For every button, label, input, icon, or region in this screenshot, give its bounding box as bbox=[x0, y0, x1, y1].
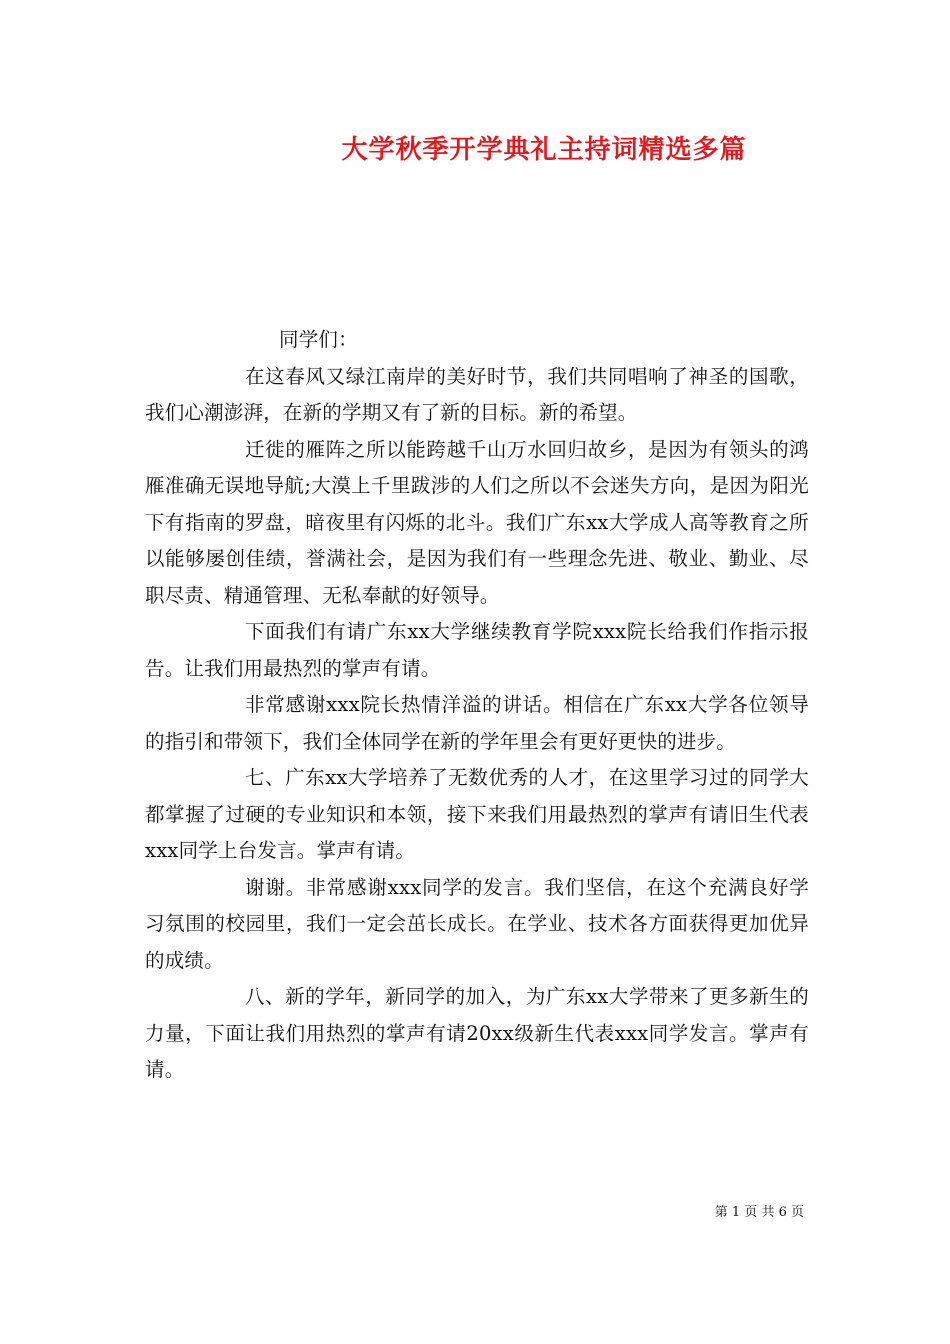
paragraph: 在这春风又绿江南岸的美好时节，我们共同唱响了神圣的国歌，我们心潮澎湃，在新的学期又有了新的目标。新的希望。 bbox=[145, 364, 809, 424]
paragraph: 八、新的学年，新同学的加入，为广东xx大学带来了更多新生的力量，下面让我们用热烈的掌声有请20xx级新生代表xxx同学发言。掌声有请。 bbox=[145, 985, 809, 1081]
document-body bbox=[145, 322, 809, 1089]
document-title: 大学秋季开学典礼主持词精选多篇 bbox=[341, 135, 747, 165]
paragraph: 下面我们有请广东xx大学继续教育学院xxx院长给我们作指示报告。让我们用最热烈的掌声有请。 bbox=[145, 620, 809, 680]
paragraph: 谢谢。非常感谢xxx同学的发言。我们坚信，在这个充满良好学习氛围的校园里，我们一定会茁长成长。在学业、技术各方面获得更加优异的成绩。 bbox=[145, 875, 809, 972]
salutation: 同学们： bbox=[279, 328, 358, 351]
page-number: 第 1 页 共 6 页 bbox=[714, 1205, 804, 1220]
paragraph: 迁徙的雁阵之所以能跨越千山万水回归故乡，是因为有领头的鸿雁准确无误地导航;大漠上千里跋涉的人们之所以不会迷失方向，是因为阳光下有指南的罗盘，暗夜里有闪烁的北斗。我们广东xx大学成人高等教育之所以能够屡创佳绩，誉满社会，是因为我们有一些理念先进、敬业、勤业、尽职尽责、精通管理、无私奉献的好领导。 bbox=[145, 437, 809, 607]
paragraph: 非常感谢xxx院长热情洋溢的讲话。相信在广东xx大学各位领导的指引和带领下，我们全体同学在新的学年里会有更好更快的进步。 bbox=[145, 693, 809, 753]
paragraph: 七、广东xx大学培养了无数优秀的人才，在这里学习过的同学大都掌握了过硬的专业知识和本领，接下来我们用最热烈的掌声有请旧生代表xxx同学上台发言。掌声有请。 bbox=[145, 766, 809, 862]
